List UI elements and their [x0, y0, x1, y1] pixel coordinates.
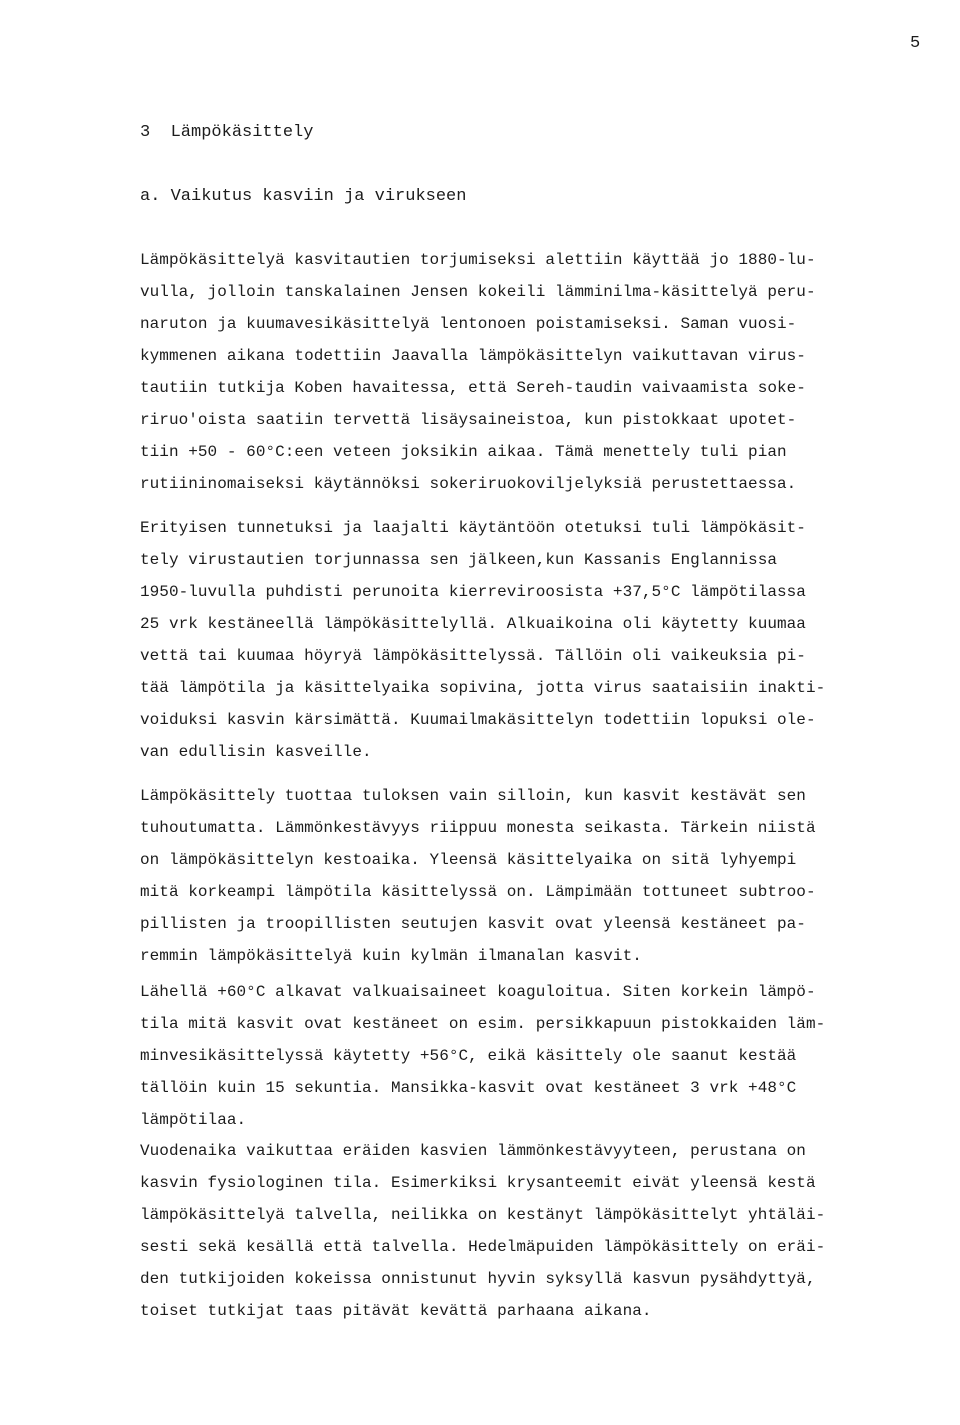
text-line: voiduksi kasvin kärsimättä. Kuumailmakäsittelyn todettiin lopuksi ole- — [140, 711, 816, 729]
text-line: tila mitä kasvit ovat kestäneet on esim. persikkapuun pistokkaiden läm- — [140, 1015, 826, 1033]
text-line: mitä korkeampi lämpötila käsittelyssä on. Lämpimään tottuneet subtroo- — [140, 883, 816, 901]
subsection-heading: a. Vaikutus kasviin ja virukseen — [140, 187, 467, 206]
paragraph-temperature-limits — [140, 976, 940, 1136]
text-line: lämpökäsittelyä talvella, neilikka on kestänyt lämpökäsittelyt yhtäläi- — [140, 1206, 826, 1224]
paragraph-heat-tolerance — [140, 780, 940, 972]
text-line: tällöin kuin 15 sekuntia. Mansikka-kasvit ovat kestäneet 3 vrk +48°C — [140, 1079, 797, 1097]
page-number: 5 — [910, 34, 921, 53]
paragraph-history — [140, 244, 940, 500]
text-line: Lähellä +60°C alkavat valkuaisaineet koaguloitua. Siten korkein lämpö- — [140, 983, 816, 1001]
text-line: tiin +50 - 60°C:een veteen joksikin aikaa. Tämä menettely tuli pian — [140, 443, 787, 461]
text-line: Vuodenaika vaikuttaa eräiden kasvien lämmönkestävyyteen, perustana on — [140, 1142, 806, 1160]
text-line: vettä tai kuumaa höyryä lämpökäsittelyssä. Tällöin oli vaikeuksia pi- — [140, 647, 806, 665]
text-line: vulla, jolloin tanskalainen Jensen kokeili lämminilma-käsittelyä peru- — [140, 283, 816, 301]
section-heading: 3 Lämpökäsittely — [140, 123, 314, 142]
text-line: lämpötilaa. — [140, 1111, 247, 1129]
text-line: tää lämpötila ja käsittelyaika sopivina, jotta virus saataisiin inakti- — [140, 679, 826, 697]
text-line: sesti sekä kesällä että talvella. Hedelmäpuiden lämpökäsittely on eräi- — [140, 1238, 826, 1256]
text-line: remmin lämpökäsittelyä kuin kylmän ilmanalan kasvit. — [140, 947, 642, 965]
text-line: van edullisin kasveille. — [140, 743, 372, 761]
text-line: Lämpökäsittely tuottaa tuloksen vain silloin, kun kasvit kestävät sen — [140, 787, 806, 805]
text-line: rutiininomaiseksi käytännöksi sokeriruokoviljelyksiä perustettaessa. — [140, 475, 797, 493]
text-line: riruo'oista saatiin tervettä lisäysaineistoa, kun pistokkaat upotet- — [140, 411, 797, 429]
text-line: 25 vrk kestäneellä lämpökäsittelyllä. Alkuaikoina oli käytetty kuumaa — [140, 615, 806, 633]
paragraph-seasonality — [140, 1135, 940, 1327]
text-line: minvesikäsittelyssä käytetty +56°C, eikä käsittely ole saanut kestää — [140, 1047, 797, 1065]
text-line: kasvin fysiologinen tila. Esimerkiksi krysanteemit eivät yleensä kestä — [140, 1174, 816, 1192]
text-line: tely virustautien torjunnassa sen jälkeen,kun Kassanis Englannissa — [140, 551, 778, 569]
text-line: toiset tutkijat taas pitävät kevättä parhaana aikana. — [140, 1302, 652, 1320]
text-line: on lämpökäsittelyn kestoaika. Yleensä käsittelyaika on sitä lyhyempi — [140, 851, 797, 869]
text-line: 1950-luvulla puhdisti perunoita kierreviroosista +37,5°C lämpötilassa — [140, 583, 806, 601]
text-line: tuhoutumatta. Lämmönkestävyys riippuu monesta seikasta. Tärkein niistä — [140, 819, 816, 837]
text-line: naruton ja kuumavesikäsittelyä lentonoen poistamiseksi. Saman vuosi- — [140, 315, 797, 333]
text-line: Lämpökäsittelyä kasvitautien torjumiseksi alettiin käyttää jo 1880-lu- — [140, 251, 816, 269]
text-line: den tutkijoiden kokeissa onnistunut hyvin syksyllä kasvun pysähdyttyä, — [140, 1270, 816, 1288]
text-line: kymmenen aikana todettiin Jaavalla lämpökäsittelyn vaikuttavan virus- — [140, 347, 806, 365]
text-line: pillisten ja troopillisten seutujen kasvit ovat yleensä kestäneet pa- — [140, 915, 806, 933]
text-line: Erityisen tunnetuksi ja laajalti käytäntöön otetuksi tuli lämpökäsit- — [140, 519, 806, 537]
paragraph-virus-control — [140, 512, 940, 768]
text-line: tautiin tutkija Koben havaitessa, että Sereh-taudin vaivaamista soke- — [140, 379, 806, 397]
